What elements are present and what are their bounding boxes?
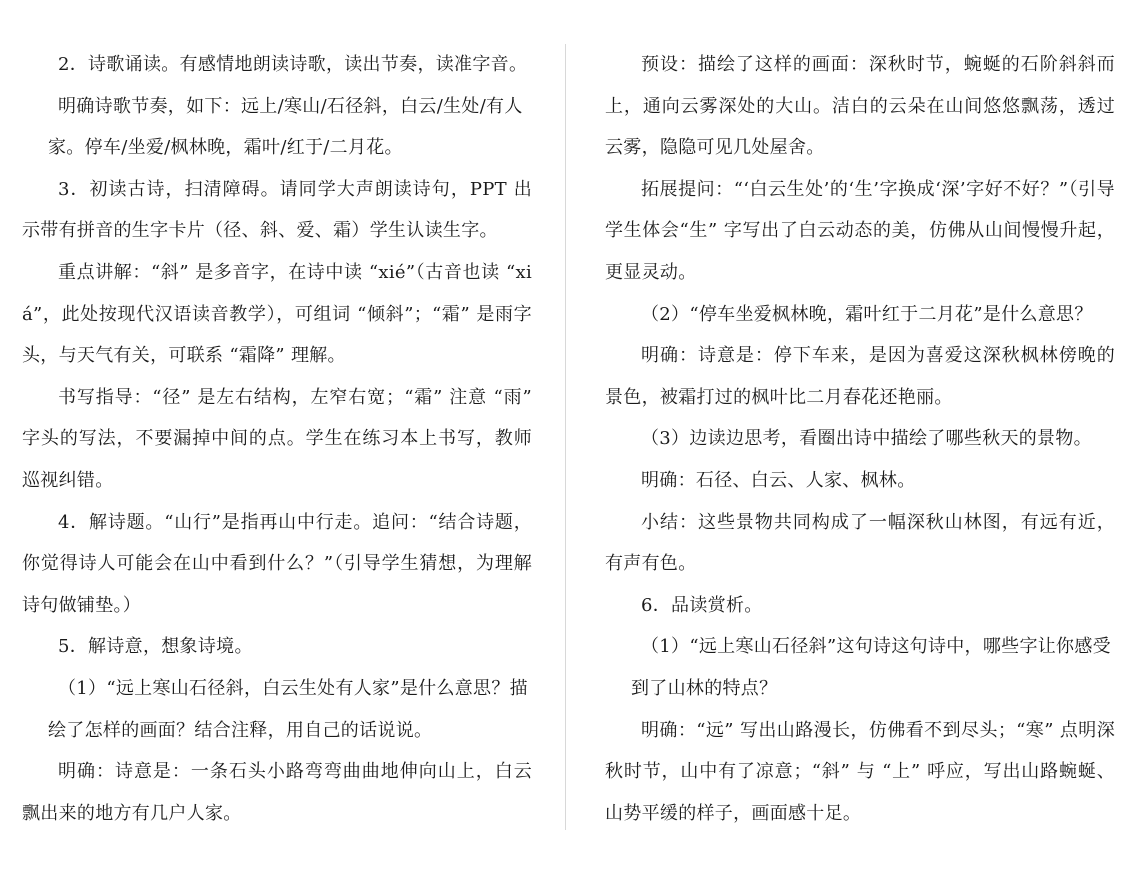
paragraph-appreciation-answer: 明确：“远” 写出山路漫长，仿佛看不到尽头；“寒” 点明深秋时节，山中有了凉意；“斜” 与 “上” 呼应，写出山路蜿蜒、山势平缓的样子，画面感十足。 <box>605 719 1115 824</box>
right-column <box>605 44 1115 834</box>
paragraph-writing-guidance: 书写指导：“径” 是左右结构，左窄右宽；“霜” 注意 “雨” 字头的写法，不要漏掉中间的点。学生在练习本上书写，教师巡视纠错。 <box>22 386 532 491</box>
paragraph-preset-picture: 预设：描绘了这样的画面：深秋时节，蜿蜒的石阶斜斜而上，通向云雾深处的大山。洁白的云朵在山间悠悠飘荡，透过云雾，隐隐可见几处屋舍。 <box>605 54 1115 159</box>
paragraph-answer-1: 明确：诗意是：一条石头小路弯弯曲曲地伸向山上，白云飘出来的地方有几户人家。 <box>22 761 532 824</box>
left-column <box>22 44 532 834</box>
paragraph-key-explanation: 重点讲解：“斜” 是多音字，在诗中读 “xié”（古音也读 “xiá”，此处按现代汉语读音教学），可组词 “倾斜”；“霜” 是雨字头，与天气有关，可联系 “霜降” 理解。 <box>22 261 532 367</box>
paragraph-answer-2: 明确：诗意是：停下车来，是因为喜爱这深秋枫林傍晚的景色，被霜打过的枫叶比二月春花还艳丽。 <box>605 345 1115 408</box>
paragraph-question-3: （3）边读边思考，看圈出诗中描绘了哪些秋天的景物。 <box>641 428 1092 450</box>
paragraph-summary: 小结：这些景物共同构成了一幅深秋山林图，有远有近，有声有色。 <box>605 511 1115 575</box>
paragraph-answer-3: 明确：石径、白云、人家、枫林。 <box>641 469 916 491</box>
paragraph-poem-recitation: 2．诗歌诵读。有感情地朗读诗歌，读出节奏，读准字音。 <box>58 54 528 75</box>
paragraph-question-2: （2）“停车坐爱枫林晚，霜叶红于二月花”是什么意思？ <box>641 303 1093 325</box>
paragraph-extended-question: 拓展提问：“‘白云生处’的‘生’字换成‘深’字好不好？”（引导学生体会“生” 字写出了白云动态的美，仿佛从山间慢慢升起，更显灵动。 <box>605 178 1115 283</box>
paragraph-poem-title: 4．解诗题。“山行”是指再山中行走。追问：“结合诗题，你觉得诗人可能会在山中看到什么？”（引导学生猜想，为理解诗句做铺垫。） <box>22 511 532 616</box>
paragraph-question-1: （1）“远上寒山石径斜，白云生处有人家”是什么意思？描绘了怎样的画面？结合注释，用自己的话说说。 <box>48 677 528 741</box>
paragraph-appreciation-heading: 6．品读赏析。 <box>641 594 763 616</box>
paragraph-first-reading: 3．初读古诗，扫清障碍。请同学大声朗读诗句，PPT 出示带有拼音的生字卡片（径、斜、爱、霜）学生认读生字。 <box>22 178 532 242</box>
paragraph-poem-rhythm: 明确诗歌节奏，如下：远上/寒山/石径斜，白云/生处/有人家。停车/坐爱/枫林晚，霜叶/红于/二月花。 <box>48 95 523 159</box>
paragraph-poem-meaning-heading: 5．解诗意，想象诗境。 <box>58 636 253 658</box>
paragraph-appreciation-question: （1）“远上寒山石径斜”这句诗这句诗中，哪些字让你感受到了山林的特点？ <box>631 636 1111 699</box>
column-divider <box>565 44 566 830</box>
